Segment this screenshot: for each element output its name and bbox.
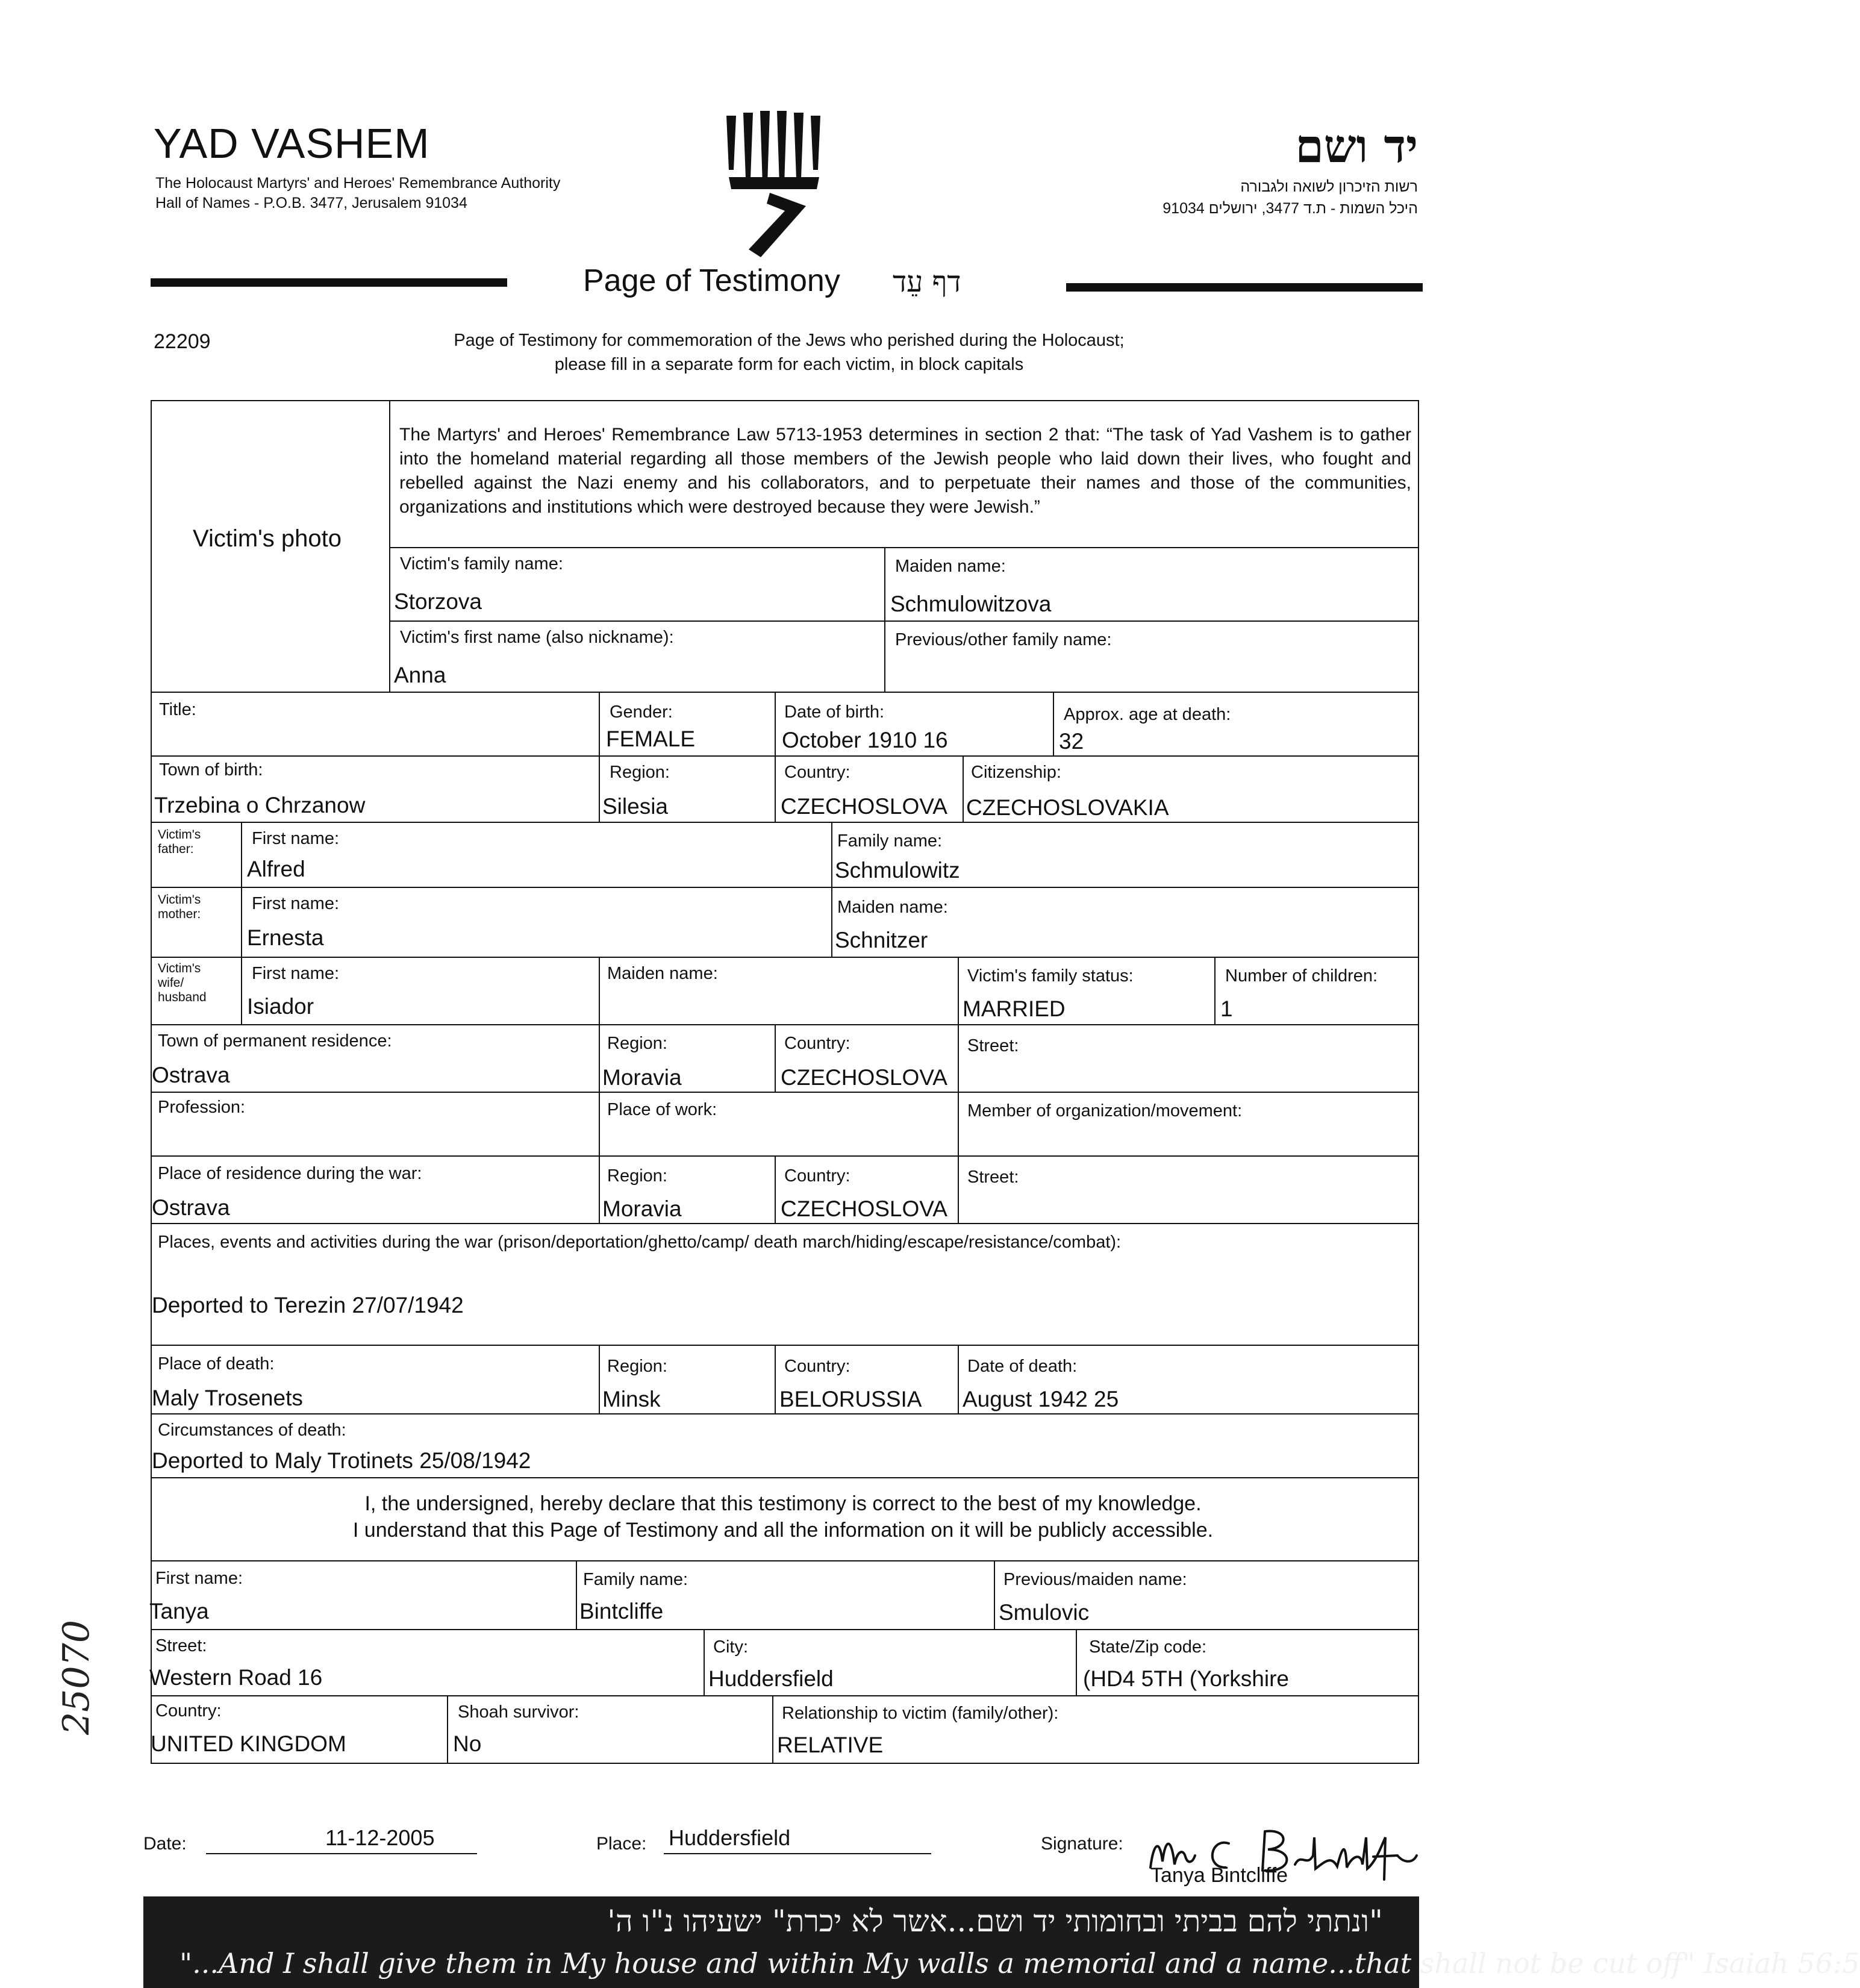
grid-line (389, 400, 390, 693)
father-family-name-label: Family name: (837, 831, 943, 851)
children-count-label: Number of children: (1225, 966, 1378, 986)
submitter-state: (HD4 5TH (Yorkshire (1083, 1666, 1289, 1691)
war-region: Moravia (602, 1196, 682, 1221)
victim-first-name-label: Victim's first name (also nickname): (400, 628, 674, 647)
grid-line (151, 1695, 1418, 1696)
spouse-maiden-name-label: Maiden name: (607, 964, 718, 983)
submitter-city: Huddersfield (708, 1666, 834, 1691)
mother-maiden-name: Schnitzer (835, 928, 928, 952)
declaration-line-1: I, the undersigned, hereby declare that this testimony is correct to the best of my knowledge. (364, 1492, 1202, 1515)
submitter-first-name-label: First name: (155, 1569, 243, 1588)
grid-line (151, 1477, 1418, 1478)
declaration-line-2: I understand that this Page of Testimony and all the information on it will be publicly accessible. (352, 1519, 1214, 1542)
banner-english-verse: "...And I shall give them in My house and within My walls a memorial and a name...that shall not be cut off" Isaiah 56:5 (179, 1947, 1860, 1980)
victim-family-name: Storzova (394, 589, 482, 614)
death-region: Minsk (602, 1387, 661, 1411)
law-text: The Martyrs' and Heroes' Remembrance Law 5713-1953 determines in section 2 that: “The task of Yad Vashem is to gather into the homeland material regarding all those members of the Jewish people who laid down their lives, who fought and rebelled against the Nazi enemy and his collaborators, and to perpetuate their names and those of the communities, organizations and institutions which were destroyed because they were Jewish.” (399, 425, 1411, 517)
grid-line (775, 692, 776, 822)
death-country: BELORUSSIA (779, 1387, 922, 1411)
submitter-family-name: Bintcliffe (579, 1599, 664, 1624)
war-region-label: Region: (607, 1166, 667, 1186)
birth-country-label: Country: (784, 763, 850, 782)
page-title: Page of Testimony (583, 263, 840, 298)
declaration (157, 1490, 1409, 1543)
war-residence: Ostrava (152, 1195, 230, 1220)
org-address (155, 173, 560, 213)
victim-first-name: Anna (394, 663, 446, 687)
age-value: 32 (1059, 729, 1084, 754)
dob-label: Date of birth: (784, 702, 885, 722)
submitter-first-name: Tanya (149, 1599, 209, 1624)
death-region-label: Region: (607, 1357, 667, 1376)
yad-vashem-logo-icon (716, 110, 842, 260)
war-events-label: Places, events and activities during the war (prison/deportation/ghetto/camp/ death march/hiding/escape/resistance/combat): (158, 1233, 1122, 1252)
birth-region: Silesia (602, 794, 668, 819)
death-country-label: Country: (784, 1357, 850, 1376)
hebrew-org-address (1162, 176, 1418, 219)
grid-line (151, 692, 1418, 693)
organization-label: Member of organization/movement: (967, 1101, 1243, 1121)
signature-printed-name: Tanya Bintcliffe (1150, 1864, 1288, 1887)
submitter-state-label: State/Zip code: (1089, 1637, 1207, 1657)
relationship: RELATIVE (777, 1733, 884, 1757)
grid-line (599, 957, 600, 1223)
war-country-label: Country: (784, 1166, 850, 1186)
grid-line (958, 957, 959, 1223)
birth-town: Trzebina o Chrzanow (154, 793, 366, 817)
hebrew-line-2: היכל השמות - ת.ד 3477, ירושלים 91034 (1162, 200, 1418, 217)
relationship-label: Relationship to victim (family/other): (782, 1704, 1059, 1723)
org-line-2: Hall of Names - P.O.B. 3477, Jerusalem 91034 (155, 195, 467, 211)
grid-line (151, 1024, 1418, 1025)
submitter-family-name-label: Family name: (583, 1570, 688, 1589)
father-family-name: Schmulowitz (835, 858, 960, 883)
maiden-name: Schmulowitzova (890, 592, 1052, 616)
death-date: August 1942 25 (963, 1387, 1119, 1411)
birth-town-label: Town of birth: (159, 760, 263, 780)
family-status: MARRIED (963, 996, 1066, 1021)
grid-line (1214, 957, 1216, 1024)
residence-street-label: Street: (967, 1036, 1019, 1055)
residence-town: Ostrava (152, 1063, 230, 1087)
submitter-previous-name-label: Previous/maiden name: (1003, 1570, 1187, 1589)
war-residence-label: Place of residence during the war: (158, 1164, 422, 1183)
place-line (664, 1853, 931, 1854)
isaiah-banner (143, 1896, 1860, 1988)
war-street-label: Street: (967, 1167, 1019, 1187)
banner-hebrew-verse: "ונתתי להם בביתי ובחומותי יד ושם...אשר לא יכרת" ישעיהו נ"ו ה' (607, 1904, 1383, 1939)
shoah-survivor-label: Shoah survivor: (458, 1702, 579, 1722)
shoah-survivor: No (453, 1731, 482, 1756)
grid-line (775, 1024, 776, 1092)
family-status-label: Victim's family status: (967, 966, 1134, 986)
father-side-label: Victim's father: (158, 828, 201, 856)
birth-country: CZECHOSLOVA (781, 794, 947, 819)
grid-line (389, 620, 1418, 622)
grid-line (151, 1223, 1418, 1224)
profession-label: Profession: (158, 1098, 246, 1117)
intro-line-1: Page of Testimony for commemoration of the Jews who perished during the Holocaust; (454, 331, 1125, 350)
birth-region-label: Region: (610, 763, 670, 782)
gender-value: FEMALE (606, 727, 696, 751)
father-first-name: Alfred (247, 857, 305, 881)
submitter-street: Western Road 16 (149, 1665, 323, 1690)
mother-side-label: Victim's mother: (158, 893, 201, 921)
residence-region: Moravia (602, 1065, 682, 1090)
title-rule-right (1066, 283, 1423, 292)
grid-line (994, 1560, 995, 1629)
age-label: Approx. age at death: (1064, 705, 1231, 724)
grid-line (831, 822, 832, 957)
grid-line (151, 957, 1418, 958)
grid-line (151, 887, 1418, 888)
org-line-1: The Holocaust Martyrs' and Heroes' Remembrance Authority (155, 175, 561, 192)
submitter-previous-name: Smulovic (999, 1600, 1090, 1625)
mother-first-name: Ernesta (247, 925, 324, 950)
submitter-street-label: Street: (155, 1636, 207, 1655)
submitter-country: UNITED KINGDOM (151, 1731, 346, 1756)
hebrew-org-name: יד ושם (1295, 119, 1418, 173)
grid-line (958, 1345, 959, 1413)
grid-line (151, 1155, 1418, 1157)
grid-line (963, 755, 964, 822)
grid-line (884, 547, 885, 693)
mother-first-name-label: First name: (252, 894, 340, 913)
grid-line (151, 1560, 1418, 1561)
grid-line (599, 1345, 600, 1413)
death-circumstances: Deported to Maly Trotinets 25/08/1942 (152, 1448, 531, 1473)
spouse-first-name-label: First name: (252, 964, 340, 983)
submission-place: Huddersfield (669, 1825, 791, 1850)
mother-maiden-name-label: Maiden name: (837, 898, 948, 917)
maiden-name-label: Maiden name: (895, 557, 1006, 576)
grid-line (151, 1345, 1418, 1346)
place-label: Place: (596, 1834, 647, 1854)
death-circumstances-label: Circumstances of death: (158, 1421, 346, 1440)
grid-line (599, 692, 600, 822)
form-intro (385, 328, 1193, 377)
hebrew-line-1: רשות הזיכרון לשואה ולגבורה (1240, 178, 1418, 195)
org-name: YAD VASHEM (154, 120, 430, 167)
intro-line-2: please fill in a separate form for each victim, in block capitals (554, 355, 1024, 374)
date-label: Date: (143, 1834, 187, 1854)
grid-line (151, 1629, 1418, 1630)
archive-stamp-number: 25070 (55, 1620, 98, 1735)
title-label: Title: (159, 700, 196, 719)
title-rule-left (151, 278, 507, 287)
grid-line (447, 1695, 448, 1763)
grid-line (151, 822, 1418, 823)
grid-line (151, 1092, 1418, 1093)
death-place: Maly Trosenets (152, 1386, 303, 1410)
place-of-work-label: Place of work: (607, 1100, 717, 1119)
grid-line (775, 1155, 776, 1223)
citizenship-label: Citizenship: (971, 763, 1061, 782)
residence-country: CZECHOSLOVA (781, 1065, 947, 1090)
submission-date: 11-12-2005 (325, 1825, 435, 1850)
previous-name-label: Previous/other family name: (895, 630, 1112, 649)
grid-line (775, 1345, 776, 1413)
dob-value: October 1910 16 (782, 728, 948, 752)
war-events: Deported to Terezin 27/07/1942 (152, 1293, 464, 1318)
death-place-label: Place of death: (158, 1354, 275, 1374)
residence-region-label: Region: (607, 1034, 667, 1053)
grid-line (772, 1695, 773, 1763)
signature-label: Signature: (1041, 1834, 1123, 1854)
form-number: 22209 (154, 330, 211, 353)
submitter-country-label: Country: (155, 1701, 222, 1721)
victim-photo-placeholder: Victim's photo (193, 525, 342, 552)
grid-line (704, 1629, 705, 1695)
grid-line (1076, 1629, 1077, 1695)
grid-line (389, 547, 1418, 548)
children-count: 1 (1220, 996, 1233, 1021)
page-title-hebrew: דף עֵד (893, 265, 961, 299)
grid-line (576, 1560, 577, 1629)
grid-line (151, 1413, 1418, 1414)
residence-country-label: Country: (784, 1034, 850, 1053)
gender-label: Gender: (610, 702, 673, 722)
submitter-city-label: City: (713, 1637, 748, 1657)
victim-family-name-label: Victim's family name: (400, 554, 563, 574)
date-line (206, 1853, 477, 1854)
war-country: CZECHOSLOVA (781, 1196, 947, 1221)
spouse-side-label: Victim's wife/ husband (158, 961, 207, 1004)
grid-line (151, 755, 1418, 757)
grid-line (241, 822, 242, 1024)
father-first-name-label: First name: (252, 829, 340, 848)
residence-town-label: Town of permanent residence: (158, 1031, 392, 1051)
citizenship: CZECHOSLOVAKIA (966, 795, 1169, 820)
death-date-label: Date of death: (967, 1357, 1078, 1376)
grid-line (1053, 692, 1054, 755)
spouse-first-name: Isiador (247, 994, 314, 1019)
